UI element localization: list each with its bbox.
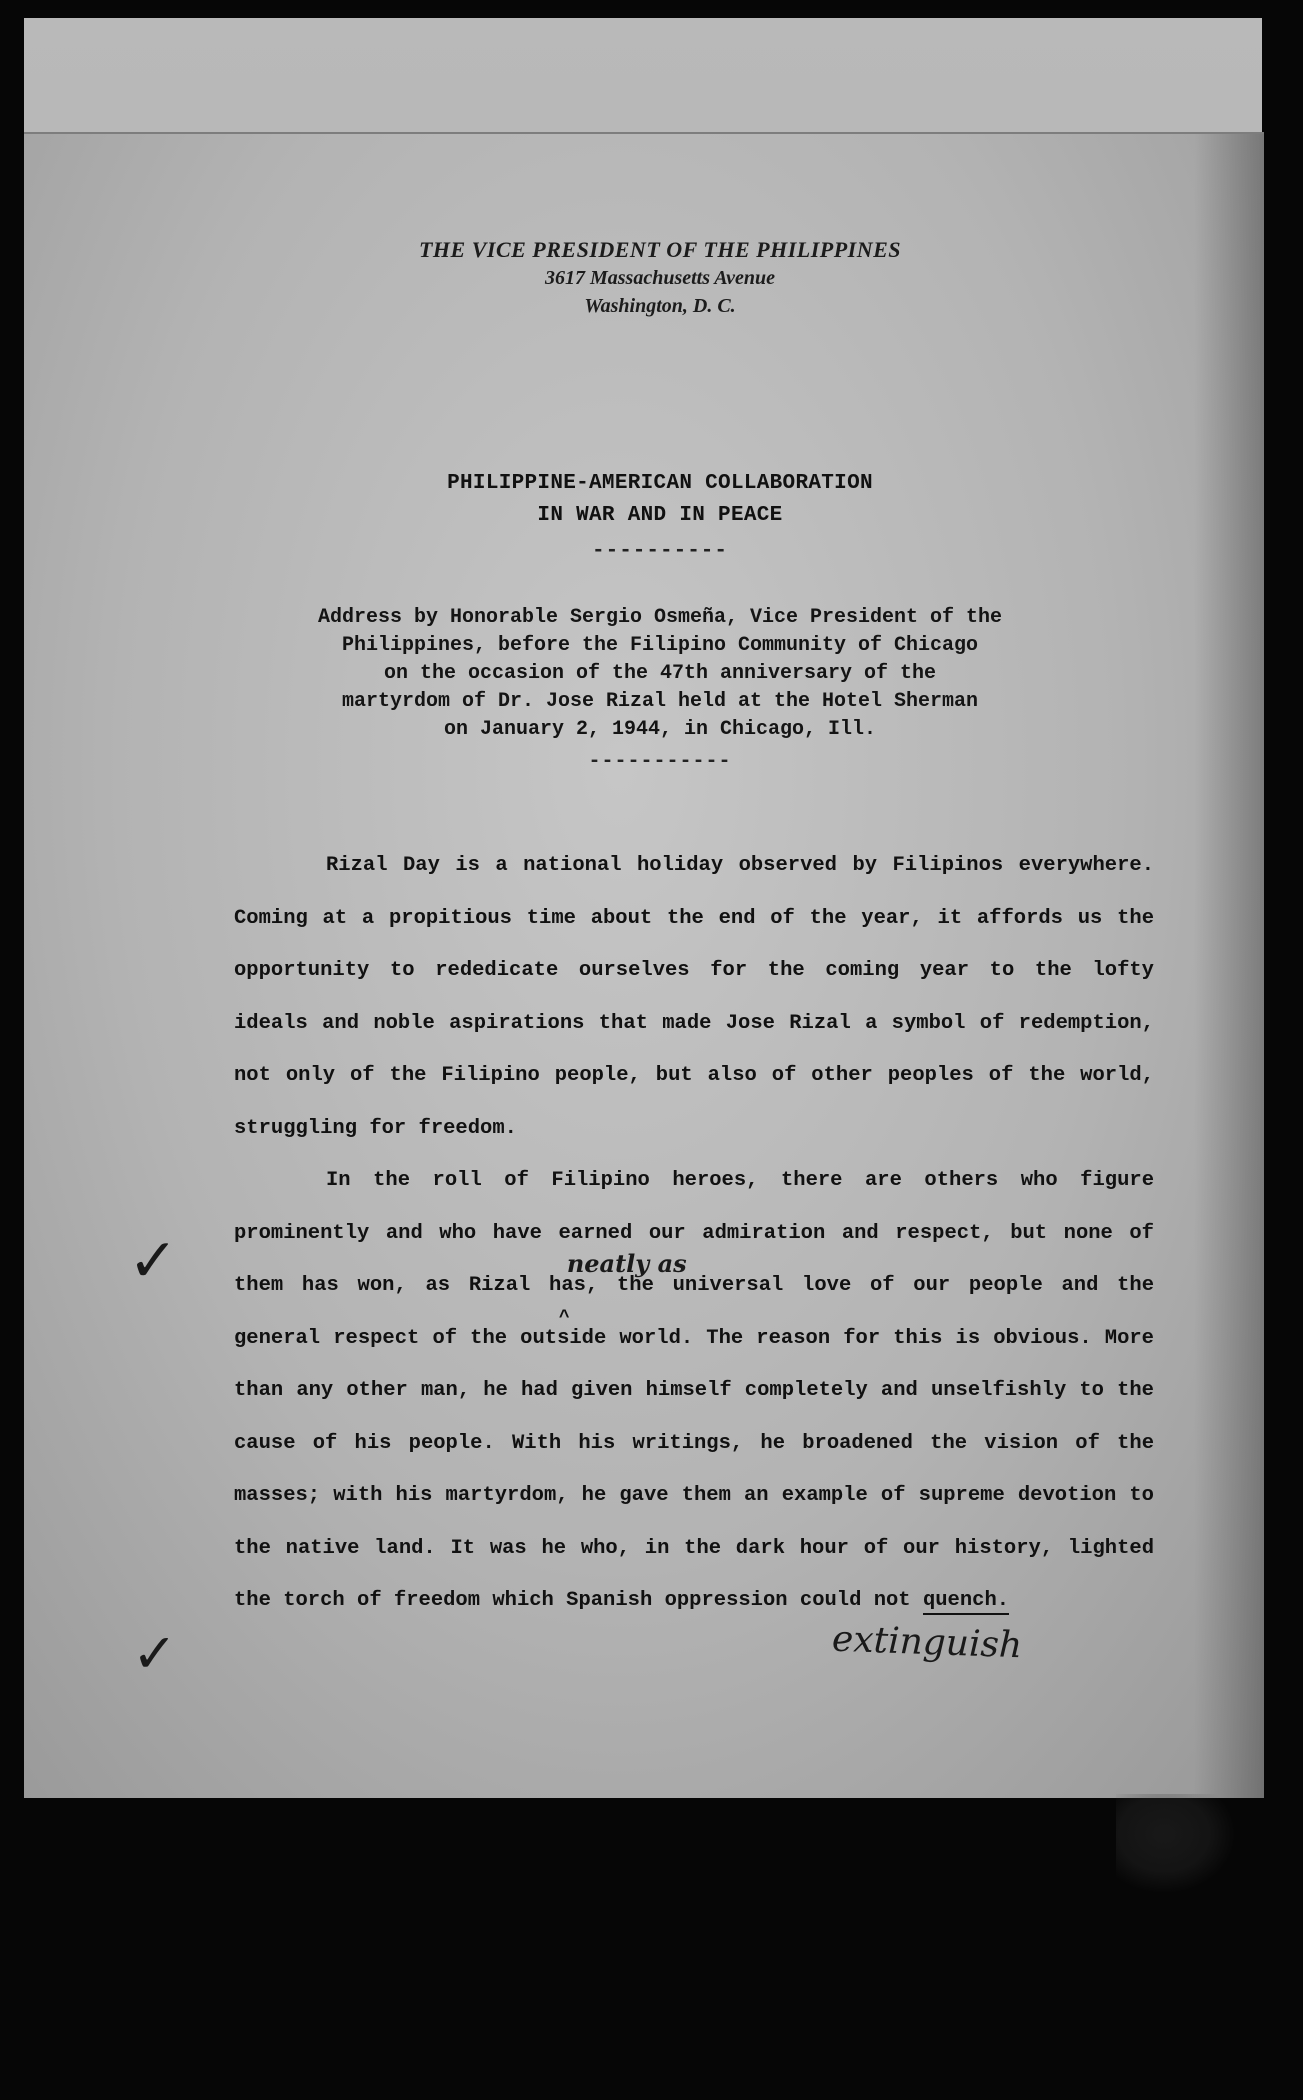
letterhead	[380, 236, 940, 320]
title-line-2: IN WAR AND IN PEACE	[537, 504, 783, 527]
check-mark-icon: ✓	[132, 1622, 178, 1685]
title-rule: ----------	[591, 540, 729, 563]
address-description	[250, 604, 1070, 776]
document-title	[360, 468, 960, 568]
subtitle-line-4: martyrdom of Dr. Jose Rizal held at the Hotel Sherman	[341, 690, 979, 713]
paragraph-2	[234, 1155, 1154, 1628]
check-mark-icon: ✓	[128, 1226, 179, 1296]
margin-note: extinguish	[831, 1618, 1023, 1667]
subtitle-line-1: Address by Honorable Sergio Osmeña, Vice President of the	[317, 606, 1003, 629]
subtitle-line-2: Philippines, before the Filipino Community of Chicago	[341, 634, 979, 657]
title-line-1: PHILIPPINE-AMERICAN COLLABORATION	[447, 472, 873, 495]
insertion-text: neatly as	[566, 1249, 687, 1278]
speech-body	[234, 840, 1154, 1628]
letterhead-title: THE VICE PRESIDENT OF THE PHILIPPINES	[418, 237, 901, 262]
subtitle-rule: -----------	[588, 750, 732, 773]
ink-smudge	[1116, 1794, 1236, 1894]
paragraph-2-part-2: Rizal has, the universal love of our people and the general respect of the outside world. The reason for this is obvious. More than any other man, he had given himself completely and unselfishly to the cause of his people. With his writings, he broadened the vision of the masses; with his martyrdom, he gave them an example of supreme devotion to the native land. It was he who, in the dark hour of our history, lighted the torch of freedom which Spanish oppression could not	[234, 1274, 1154, 1612]
subtitle-line-5: on January 2, 1944, in Chicago, Ill.	[443, 718, 877, 741]
insertion-caret: ^	[558, 1308, 570, 1328]
letterhead-city: Washington, D. C.	[584, 295, 736, 317]
paragraph-1: Rizal Day is a national holiday observed by Filipinos everywhere. Coming at a propitious time about the end of the year, it affords us the opportunity to rededicate ourselves for the coming year to the lofty ideals and noble aspirations that made Jose Rizal a symbol of redemption, not only of the Filipino people, but also of other peoples of the world, struggling for freedom.	[234, 854, 1154, 1140]
underlined-word: quench.	[923, 1589, 1009, 1615]
letterhead-address: 3617 Massachusetts Avenue	[544, 267, 776, 289]
subtitle-line-3: on the occasion of the 47th anniversary of the	[383, 662, 937, 685]
paragraph-2-part-1: In the roll of Filipino heroes, there are others who figure prominently and who have earned our admiration and respect, but none of them has won, as	[234, 1169, 1154, 1297]
